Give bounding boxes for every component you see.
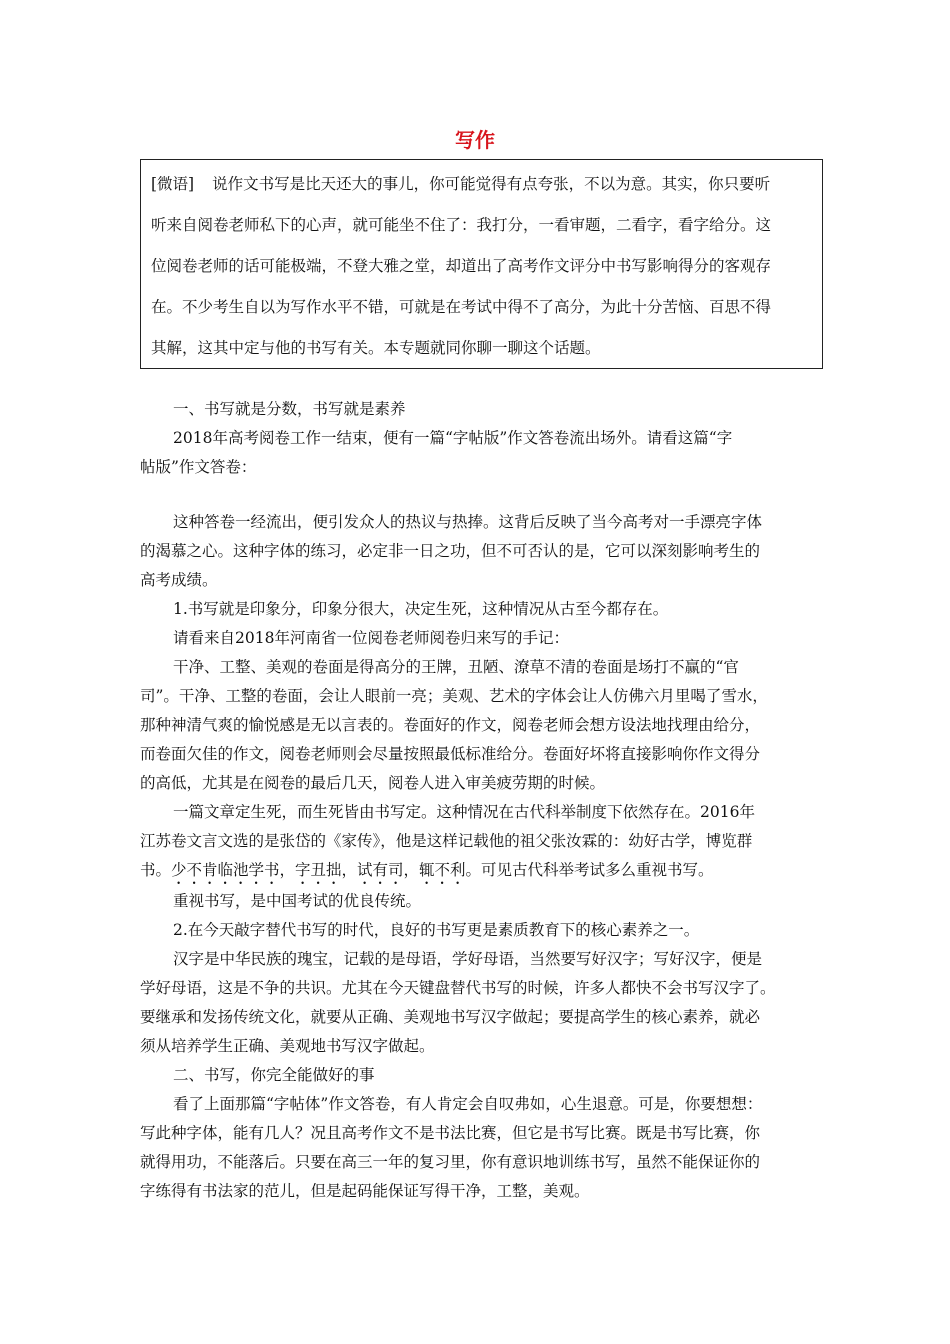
emphasized-quote: 少不肯临池学书，字丑拙，试有司，辄不利 (171, 861, 466, 879)
paragraph-line: 写此种字体，能有几人？况且高考作文不是书法比赛，但它是书写比赛。既是书写比赛，你 (140, 1124, 761, 1142)
paragraph-line: 这种答卷一经流出，便引发众人的热议与热捧。这背后反映了当今高考对一手漂亮字体 (173, 513, 763, 531)
paragraph-line: 司”。干净、工整的卷面，会让人眼前一亮；美观、艺术的字体会让人仿佛六月里喝了雪水， (140, 687, 768, 705)
paragraph-line: 汉字是中华民族的瑰宝，记载的是母语，学好母语，当然要写好汉字；写好汉字，便是 (173, 950, 763, 968)
intro-line: 在。不少考生自以为写作水平不错，可就是在考试中得不了高分，为此十分苦恼、百思不得 (151, 298, 772, 316)
paragraph-line (140, 856, 830, 887)
paragraph-line: 高考成绩。 (140, 571, 218, 589)
point-2: 2.在今天敲字替代书写的时代，良好的书写更是素质教育下的核心素养之一。 (173, 921, 700, 939)
paragraph-line: 须从培养学生正确、美观地书写汉字做起。 (140, 1037, 435, 1055)
intro-line: 位阅卷老师的话可能极端，不登大雅之堂，却道出了高考作文评分中书写影响得分的客观存 (151, 257, 772, 275)
paragraph-line: 的渴慕之心。这种字体的练习，必定非一日之功，但不可否认的是，它可以深刻影响考生的 (140, 542, 761, 560)
paragraph-line: 干净、工整、美观的卷面是得高分的王牌，丑陋、潦草不清的卷面是场打不赢的“官 (173, 658, 739, 676)
quote-pre: 书。 (140, 861, 172, 879)
paragraph-line: 看了上面那篇“字帖体”作文答卷，有人肯定会自叹弗如，心生退意。可是，你要想想： (173, 1095, 763, 1113)
article-body (140, 395, 830, 1206)
point-1: 1.书写就是印象分，印象分很大，决定生死，这种情况从古至今都存在。 (173, 600, 669, 618)
paragraph-line: 要继承和发扬传统文化，就要从正确、美观地书写汉字做起；要提高学生的核心素养，就必 (140, 1008, 761, 1026)
intro-line: 其解，这其中定与他的书写有关。本专题就同你聊一聊这个话题。 (151, 339, 601, 357)
paragraph-line: 重视书写，是中国考试的优良传统。 (173, 892, 422, 910)
section-heading-2: 二、书写，你完全能做好的事 (173, 1066, 375, 1084)
paragraph-line: 一篇文章定生死，而生死皆由书写定。这种情况在古代科举制度下依然存在。2016年 (173, 803, 755, 821)
paragraph-line: 请看来自2018年河南省一位阅卷老师阅卷归来写的手记： (173, 629, 569, 647)
section-heading-1: 一、书写就是分数，书写就是素养 (173, 400, 406, 418)
paragraph-line: 就得用功，不能落后。只要在高三一年的复习里，你有意识地训练书写，虽然不能保证你的 (140, 1153, 761, 1171)
page-title: 写作 (455, 128, 495, 152)
intro-tag: [微语] (151, 175, 195, 193)
intro-text: 说作文书写是比天还大的事儿，你可能觉得有点夸张，不以为意。其实，你只要听 (212, 175, 771, 193)
paragraph-line: 江苏卷文言文选的是张岱的《家传》，他是这样记载他的祖父张汝霖的：幼好古学，博览群 (140, 832, 753, 850)
paragraph-line: 的高低，尤其是在阅卷的最后几天，阅卷人进入审美疲劳期的时候。 (140, 774, 606, 792)
paragraph-line: 学好母语，这是不争的共识。尤其在今天键盘替代书写的时候，许多人都快不会书写汉字了。 (140, 979, 776, 997)
intro-line: 听来自阅卷老师私下的心声，就可能坐不住了：我打分，一看审题，二看字，看字给分。这 (151, 216, 772, 234)
intro-line (151, 164, 812, 205)
paragraph-line: 帖版”作文答卷： (140, 458, 257, 476)
paragraph-line: 而卷面欠佳的作文，阅卷老师则会尽量按照最低标准给分。卷面好坏将直接影响你作文得分 (140, 745, 761, 763)
paragraph-line: 那种神清气爽的愉悦感是无以言表的。卷面好的作文，阅卷老师会想方设法地找理由给分， (140, 716, 761, 734)
quote-post: 。可见古代科举考试多么重视书写。 (465, 861, 714, 879)
paragraph-line: 字练得有书法家的范儿，但是起码能保证写得干净，工整，美观。 (140, 1182, 590, 1200)
paragraph-line: 2018年高考阅卷工作一结束，便有一篇“字帖版”作文答卷流出场外。请看这篇“字 (173, 429, 733, 447)
intro-box (140, 159, 823, 369)
image-placeholder-gap (140, 482, 830, 508)
